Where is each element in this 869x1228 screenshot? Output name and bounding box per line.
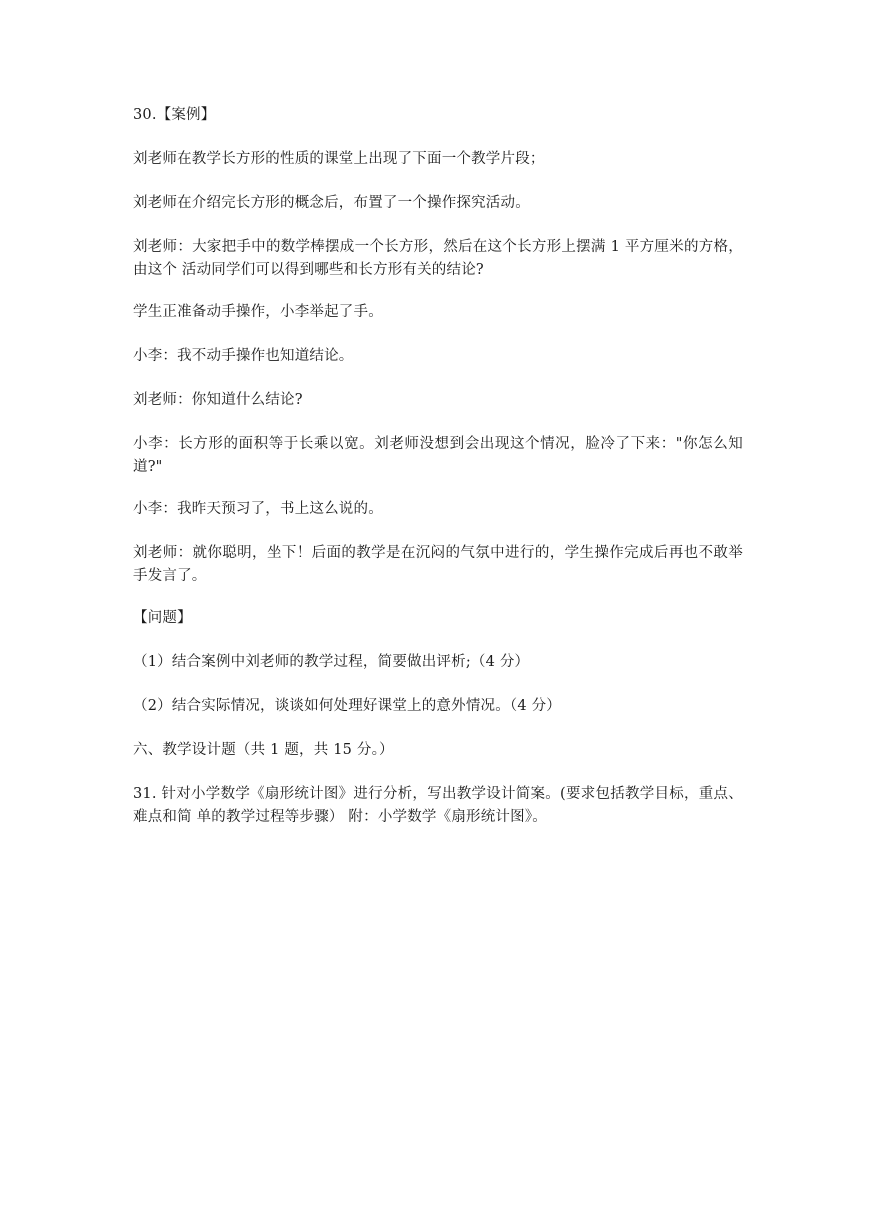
question-31: 31. 针对小学数学《扇形统计图》进行分析，写出教学设计简案。(要求包括教学目标，重点、难点和简 单的教学过程等步骤） 附：小学数学《扇形统计图》。 <box>133 786 743 825</box>
question-2: （2）结合实际情况，谈谈如何处理好课堂上的意外情况。（4 分） <box>133 698 562 714</box>
teacher-instruction: 刘老师：大家把手中的数学棒摆成一个长方形，然后在这个长方形上摆满 1 平方厘米的方格，由这个 活动同学们可以得到哪些和长方形有关的结论? <box>133 239 743 278</box>
student-reaction: 学生正准备动手操作，小李举起了手。 <box>133 304 383 320</box>
question-1: （1）结合案例中刘老师的教学过程，简要做出评析;（4 分） <box>133 654 530 670</box>
case-setup: 刘老师在介绍完长方形的概念后，布置了一个操作探究活动。 <box>133 195 530 211</box>
case-intro: 刘老师在教学长方形的性质的课堂上出现了下面一个教学片段； <box>133 151 545 167</box>
xiaoli-line-1: 小李：我不动手操作也知道结论。 <box>133 348 354 364</box>
document-body <box>133 104 743 848</box>
xiaoli-line-2: 小李：长方形的面积等于长乘以宽。刘老师没想到会出现这个情况，脸冷了下来："你怎么知道?" <box>133 436 743 475</box>
xiaoli-line-3: 小李：我昨天预习了，书上这么说的。 <box>133 501 383 517</box>
teacher-line-2: 刘老师：就你聪明，坐下！后面的教学是在沉闷的气氛中进行的，学生操作完成后再也不敢举手发言了。 <box>133 545 743 584</box>
question-heading: 【问题】 <box>133 610 192 626</box>
teacher-line-1: 刘老师：你知道什么结论? <box>133 392 303 408</box>
section-six-heading: 六、教学设计题（共 1 题，共 15 分。） <box>133 742 394 758</box>
case-heading: 30.【案例】 <box>133 107 216 123</box>
